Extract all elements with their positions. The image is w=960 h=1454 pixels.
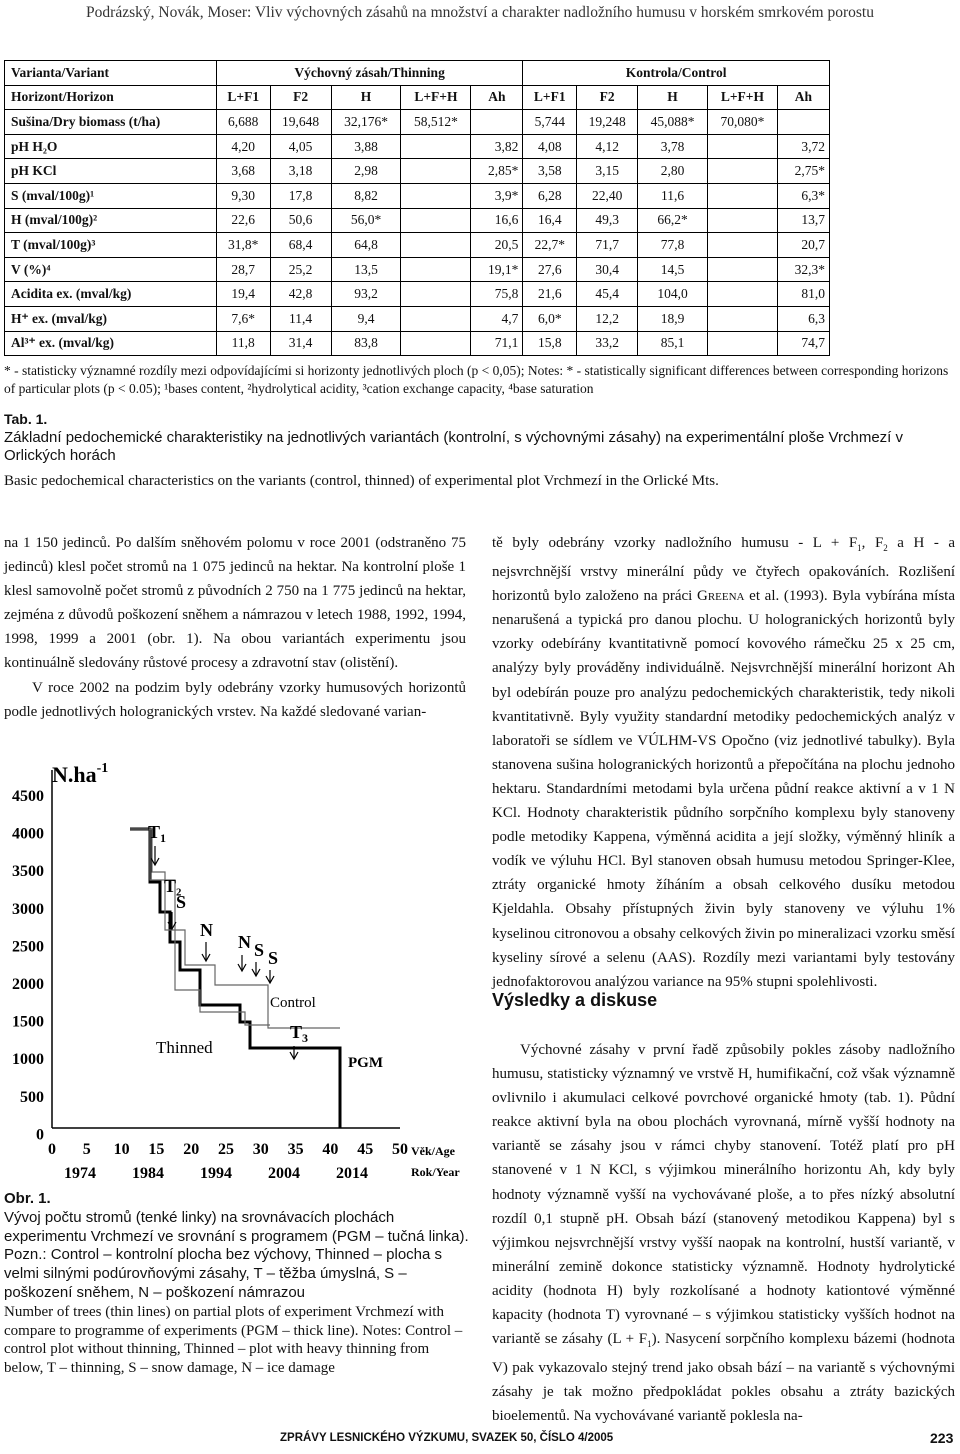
table-cell — [401, 159, 471, 184]
table-cell — [708, 282, 778, 307]
x-tick-label: 35 — [287, 1141, 304, 1158]
table-cell: 13,5 — [331, 257, 401, 282]
table-row — [5, 134, 830, 159]
table-cell: 30,4 — [577, 257, 638, 282]
x-tick-label: 10 — [113, 1141, 130, 1158]
x-tick-label: 50 — [392, 1141, 408, 1158]
table-cell: 58,512* — [401, 110, 471, 135]
table-cell: 2,80 — [638, 159, 708, 184]
x-label-age: Věk/Age — [411, 1144, 455, 1158]
horizon-header: L+F1 — [216, 85, 270, 110]
table-cell: 81,0 — [777, 282, 829, 307]
table-cell: 19,248 — [577, 110, 638, 135]
variant-label: Varianta/Variant — [5, 61, 217, 86]
table-cell: 3,88 — [331, 134, 401, 159]
table-cell — [401, 331, 471, 356]
table-row — [5, 61, 830, 86]
table-number: Tab. 1. — [4, 411, 48, 427]
table-cell: 4,08 — [523, 134, 577, 159]
table-cell: 42,8 — [270, 282, 331, 307]
table-cell: 68,4 — [270, 233, 331, 258]
table-cell: 22,7* — [523, 233, 577, 258]
table-cell: 49,3 — [577, 208, 638, 233]
horizon-header: H — [331, 85, 401, 110]
x-tick-label: 0 — [48, 1141, 56, 1158]
horizon-header: L+F+H — [708, 85, 778, 110]
paragraph: tě byly odebrány vzorky nadložního humusu - $L + F_1$, $F_2$ a H - a nejsvrchnější vrstvy minerální půdy ve čtyřech opakováních. Rozlišení horizontů bylo založeno na práci Greena et al. (1993). Byla vybírána místa nenarušená a typická pro danou plochu. U hologranických horizontů byly vzorky odebírány kvantitativně pomocí kovového rámečku 25 x 25 cm, analýzy byly prováděny individuálně. Nejsvrchnější minerální horizont Ah byl odebírán pouze pro analýzu pedochemických charakteristik, tedy nikoli kvantitativně. Byly využity standardní metodiky pedochemických analýz v laboratoři se sídlem ve VÚLHM-VS Opočno (viz jednotlivé tabulky). Byla stanovena sušina hologranických horizontů a přepočítána na plochu jednoho hektaru. Standardními metodami byla určena půdní reakce aktivní a v 1 N KCl. Hodnoty charakteristik půdního sorpčního komplexu byly stanoveny podle metodiky Kappena, výměnná acidita a její složky, výměnný hliník a vodík ve výluhu HCl. Byl stanoven obsah humusu metodou Springer-Klee, ztráty organické hmoty žíháním a obsah celkového dusíku metodou Kjeldahla. Obsahy přístupných živin byly stanoveny ve výluhu 1% kyselinou citronovou a obsahy celkových živin po mineralizaci vzorku směsí kyseliny sírové a selenu (AAS). Rozdíly mezi variantami byly testovány jednofaktorovou analýzou variance na 95% stupni spolehlivosti. — [492, 535, 955, 990]
table-row — [5, 282, 830, 307]
paragraph: V roce 2002 na podzim byly odebrány vzorky humusových horizontů podle jednotlivých hologranických vrstev. Na každé sledované varian- — [4, 679, 466, 720]
table-cell: 50,6 — [270, 208, 331, 233]
table-cell: 4,05 — [270, 134, 331, 159]
table-cell: 3,15 — [577, 159, 638, 184]
horizon-label: Horizont/Horizon — [5, 85, 217, 110]
table-row — [5, 85, 830, 110]
row-label: pH KCl — [5, 159, 217, 184]
year-tick-label: 1974 — [64, 1165, 96, 1182]
table-cell: 5,744 — [523, 110, 577, 135]
table-cell: 74,7 — [777, 331, 829, 356]
table-cell — [401, 208, 471, 233]
label-s: S — [254, 940, 265, 960]
table-cell — [401, 257, 471, 282]
running-header: Podrázský, Novák, Moser: Vliv výchovných zásahů na množství a charakter nadložního humusu v horském smrkovém porostu — [86, 4, 874, 21]
horizon-header: L+F+H — [401, 85, 471, 110]
table-cell — [708, 257, 778, 282]
figure-caption-cz: Vývoj počtu stromů (tenké linky) na srovnávacích plochách experimentu Vrchmezí ve srovnání s programem (PGM – tučná linka). — [4, 1208, 469, 1245]
x-tick-label: 40 — [322, 1141, 339, 1158]
table-cell: 3,58 — [523, 159, 577, 184]
table-row — [5, 233, 830, 258]
horizon-header: H — [638, 85, 708, 110]
label-s: S — [176, 892, 187, 912]
table-cell — [708, 233, 778, 258]
data-table — [4, 60, 830, 356]
table-cell: 31,8* — [216, 233, 270, 258]
x-tick-label: 5 — [82, 1141, 91, 1158]
table-cell: 19,4 — [216, 282, 270, 307]
table-cell: 6,688 — [216, 110, 270, 135]
table-cell: 27,6 — [523, 257, 577, 282]
y-tick-label: 1500 — [12, 1013, 44, 1031]
label-thinned: Thinned — [156, 1038, 213, 1057]
year-tick-label: 2014 — [336, 1165, 368, 1182]
table-cell: 70,080* — [708, 110, 778, 135]
table-cell — [708, 159, 778, 184]
table-cell: 32,176* — [331, 110, 401, 135]
table-cell: 3,78 — [638, 134, 708, 159]
table-cell — [708, 183, 778, 208]
table-cell: 9,30 — [216, 183, 270, 208]
y-tick-label: 3500 — [12, 863, 44, 881]
table-cell: 21,6 — [523, 282, 577, 307]
table-cell: 4,20 — [216, 134, 270, 159]
table-cell: 16,4 — [523, 208, 577, 233]
x-label-year: Rok/Year — [411, 1165, 460, 1179]
page-number: 223 — [930, 1430, 954, 1446]
table-cell: 13,7 — [777, 208, 829, 233]
table-cell: 32,3* — [777, 257, 829, 282]
figure-caption — [4, 1190, 470, 1378]
left-column — [4, 531, 466, 724]
thinning-group: Výchovný zásah/Thinning — [216, 61, 523, 86]
table-cell: 66,2* — [638, 208, 708, 233]
row-label: pH H₂O — [5, 134, 217, 159]
tree-count-figure — [0, 750, 475, 1190]
table-cell: 9,4 — [331, 306, 401, 331]
row-label: Sušina/Dry biomass (t/ha) — [5, 110, 217, 135]
label-t3: $T_3$ — [290, 1022, 309, 1045]
table-cell: 14,5 — [638, 257, 708, 282]
table-cell: 33,2 — [577, 331, 638, 356]
table-row — [5, 306, 830, 331]
table-cell: 3,9* — [471, 183, 523, 208]
table-cell: 2,98 — [331, 159, 401, 184]
table-cell: 19,1* — [471, 257, 523, 282]
table-cell: 2,75* — [777, 159, 829, 184]
table-row — [5, 110, 830, 135]
paragraph: Výchovné zásahy v první řadě způsobily pokles zásoby nadložního humusu, statisticky významný ve vrstvě H, humifikační, což však významně ovlivnilo i akumulaci celkové povrchové organické hmoty (tab. 1). Půdní reakce aktivní byla na obou plochách vyrovnaná, mírně vyšší hodnoty na variantě se zásahy jsou v rámci chyby stanovení. Totéž platí pro pH stanovené v 1 N KCl, s výjimkou minerálního horizontu Ah, kdy byly hodnoty významně vyšší na vychovávané ploše, a to přes nízký absolutní rozdíl 0,1 stupně pH. Obsah bází (stanovený metodikou Kappena) byl s výjimkou nejsvrchnější vrstvy vyšší naopak na kontrolní, hustší variantě, v minerální zemině dokonce statisticky významně. Hodnoty hydrolytické acidity (hodnota H) byly rozkolísané a hodnoty kationtové výměnné kapacity (hodnota T) vyrovnané – s výjimkou statisticky vyšších hodnot na variantě se zásahy $(L + F_1)$. Nasycení sorpčního komplexu bázemi (hodnota V) pak vykazovalo stejný trend jako obsah bází – na variantě s výchovnými zásahy je tak možno předpokládat pokles obsahu a ztráty bazických bioelementů. Na vychovávané variantě poklesla na- — [492, 1042, 955, 1425]
table-cell — [708, 134, 778, 159]
label-t2: T₂ — [164, 876, 182, 896]
horizon-header: Ah — [777, 85, 829, 110]
y-tick-label: 4000 — [12, 825, 44, 843]
label-t1: $T_1$ — [148, 822, 167, 845]
y-tick-label: 500 — [20, 1088, 44, 1106]
table-cell: 75,8 — [471, 282, 523, 307]
table-cell: 16,6 — [471, 208, 523, 233]
table-cell: 25,2 — [270, 257, 331, 282]
row-label: S (mval/100g)¹ — [5, 183, 217, 208]
y-tick-label: 0 — [36, 1126, 44, 1144]
y-tick-label: 4500 — [12, 788, 44, 805]
table-cell: 6,3 — [777, 306, 829, 331]
year-tick-label: 1994 — [200, 1165, 232, 1182]
table-cell: 83,8 — [331, 331, 401, 356]
table-cell: 22,40 — [577, 183, 638, 208]
table-cell: 12,2 — [577, 306, 638, 331]
right-column-bottom — [492, 1038, 955, 1429]
table-cell: 11,4 — [270, 306, 331, 331]
table-row — [5, 208, 830, 233]
table-cell — [708, 306, 778, 331]
table-cell: 15,8 — [523, 331, 577, 356]
table-cell: 85,1 — [638, 331, 708, 356]
x-tick-label: 45 — [357, 1141, 374, 1158]
table-cell — [401, 233, 471, 258]
table-cell: 17,8 — [270, 183, 331, 208]
journal-footer: ZPRÁVY LESNICKÉHO VÝZKUMU, SVAZEK 50, ČÍSLO 4/2005 — [280, 1432, 614, 1444]
label-s: S — [268, 948, 279, 968]
table-cell — [401, 282, 471, 307]
table-cell: 22,6 — [216, 208, 270, 233]
x-tick-label: 25 — [218, 1141, 234, 1158]
y-tick-label: 3000 — [12, 900, 44, 918]
table-cell: 104,0 — [638, 282, 708, 307]
row-label: Acidita ex. (mval/kg) — [5, 282, 217, 307]
x-tick-label: 20 — [183, 1141, 200, 1158]
table-cell: 4,7 — [471, 306, 523, 331]
table-cell: 20,5 — [471, 233, 523, 258]
table-cell: 71,1 — [471, 331, 523, 356]
horizon-header: L+F1 — [523, 85, 577, 110]
pgm-line — [130, 829, 340, 1128]
table-cell: 71,7 — [577, 233, 638, 258]
table-cell: 8,82 — [331, 183, 401, 208]
right-column-top — [492, 531, 955, 994]
label-n: N — [238, 932, 251, 952]
row-label: Al³⁺ ex. (mval/kg) — [5, 331, 217, 356]
horizon-header: F2 — [577, 85, 638, 110]
table-cell: 45,088* — [638, 110, 708, 135]
table-cell: 20,7 — [777, 233, 829, 258]
table-cell — [708, 208, 778, 233]
table-caption-en: Basic pedochemical characteristics on the variants (control, thinned) of experimental plot Vrchmezí in the Orlické Mts. — [4, 473, 719, 489]
table-cell: 56,0* — [331, 208, 401, 233]
table-cell: 3,18 — [270, 159, 331, 184]
control-group: Kontrola/Control — [523, 61, 830, 86]
table-cell: 18,9 — [638, 306, 708, 331]
label-control: Control — [270, 995, 316, 1011]
label-pgm: PGM — [348, 1055, 383, 1071]
table-row — [5, 331, 830, 356]
table-note: * - statisticky významné rozdíly mezi odpovídajícími si horizonty jednotlivých ploch (p < 0,05); Notes: * - statistically significant differences between corresponding horizons of particular plots (p < 0.05); ¹bases content, ²hydrolytical acidity, ³cation exchange capacity, ⁴base saturation — [4, 363, 949, 396]
table-cell — [708, 331, 778, 356]
paragraph: na 1 150 jedinců. Po dalším sněhovém polomu v roce 2001 (odstraněno 75 jedinců) klesl počet stromů na 1 075 jedinců na hektar. Na kontrolní ploše 1 klesl samovolně počet stromů z původních 2 750 na 1 775 jedinců na hektar, zejména z důvodů poškození sněhem a námrazou v letech 1988, 1992, 1994, 1998, 1999 a 2001 (obr. 1). Na obou variantách experimentu jsou kontinuálně sledovány růstové procesy a zdravotní stav (olistění). — [4, 535, 466, 672]
table-cell: 6,28 — [523, 183, 577, 208]
table-cell: 64,8 — [331, 233, 401, 258]
table-cell: 31,4 — [270, 331, 331, 356]
table-cell: 3,72 — [777, 134, 829, 159]
table-row — [5, 257, 830, 282]
table-cell: 2,85* — [471, 159, 523, 184]
y-unit: $N.ha^{-1}$ — [52, 761, 109, 787]
year-tick-label: 1984 — [132, 1165, 164, 1182]
figure-number: Obr. 1. — [4, 1190, 51, 1207]
section-heading: Výsledky a diskuse — [492, 990, 658, 1010]
table-cell: 77,8 — [638, 233, 708, 258]
row-label: T (mval/100g)³ — [5, 233, 217, 258]
table-cell: 6,3* — [777, 183, 829, 208]
x-tick-label: 15 — [148, 1141, 165, 1158]
table-cell: 11,8 — [216, 331, 270, 356]
table-row — [5, 183, 830, 208]
horizon-header: F2 — [270, 85, 331, 110]
figure-caption-note: Pozn.: Control – kontrolní plocha bez výchovy, Thinned – plocha s velmi silnými podúrovňovými zásahy, T – těžba úmyslná, S – poškození sněhem, N – poškození námrazou — [4, 1246, 443, 1301]
y-tick-label: 2500 — [12, 938, 44, 956]
table-row — [5, 159, 830, 184]
table-cell: 28,7 — [216, 257, 270, 282]
table-cell: 7,6* — [216, 306, 270, 331]
table-cell — [471, 110, 523, 135]
x-tick-label: 30 — [252, 1141, 269, 1158]
y-tick-label: 2000 — [12, 976, 44, 993]
table-cell: 3,82 — [471, 134, 523, 159]
table-cell — [401, 134, 471, 159]
table-cell — [401, 183, 471, 208]
row-label: V (%)⁴ — [5, 257, 217, 282]
table-cell: 3,68 — [216, 159, 270, 184]
horizon-header: Ah — [471, 85, 523, 110]
y-tick-label: 1000 — [12, 1051, 44, 1069]
table-cell: 19,648 — [270, 110, 331, 135]
figure-caption-en: Number of trees (thin lines) on partial plots of experiment Vrchmezí with compare to programme of experiments (PGM – thick line). Notes: Control – control plot without thinning, Thinned – plot with heavy thinning from below, T – thinning, S – snow damage, N – ice damage — [4, 1303, 463, 1377]
year-tick-label: 2004 — [268, 1165, 300, 1182]
table-cell: 4,12 — [577, 134, 638, 159]
row-label: H⁺ ex. (mval/kg) — [5, 306, 217, 331]
table-caption-cz: Základní pedochemické charakteristiky na jednotlivých variantách (kontrolní, s výchovnými zásahy) na experimentální ploše Vrchmezí v Orlických horách — [4, 429, 904, 464]
table-cell: 6,0* — [523, 306, 577, 331]
table-cell — [401, 306, 471, 331]
table-cell — [777, 110, 829, 135]
table-cell: 93,2 — [331, 282, 401, 307]
table-cell: 11,6 — [638, 183, 708, 208]
table-cell: 45,4 — [577, 282, 638, 307]
label-n: N — [200, 920, 213, 940]
row-label: H (mval/100g)² — [5, 208, 217, 233]
